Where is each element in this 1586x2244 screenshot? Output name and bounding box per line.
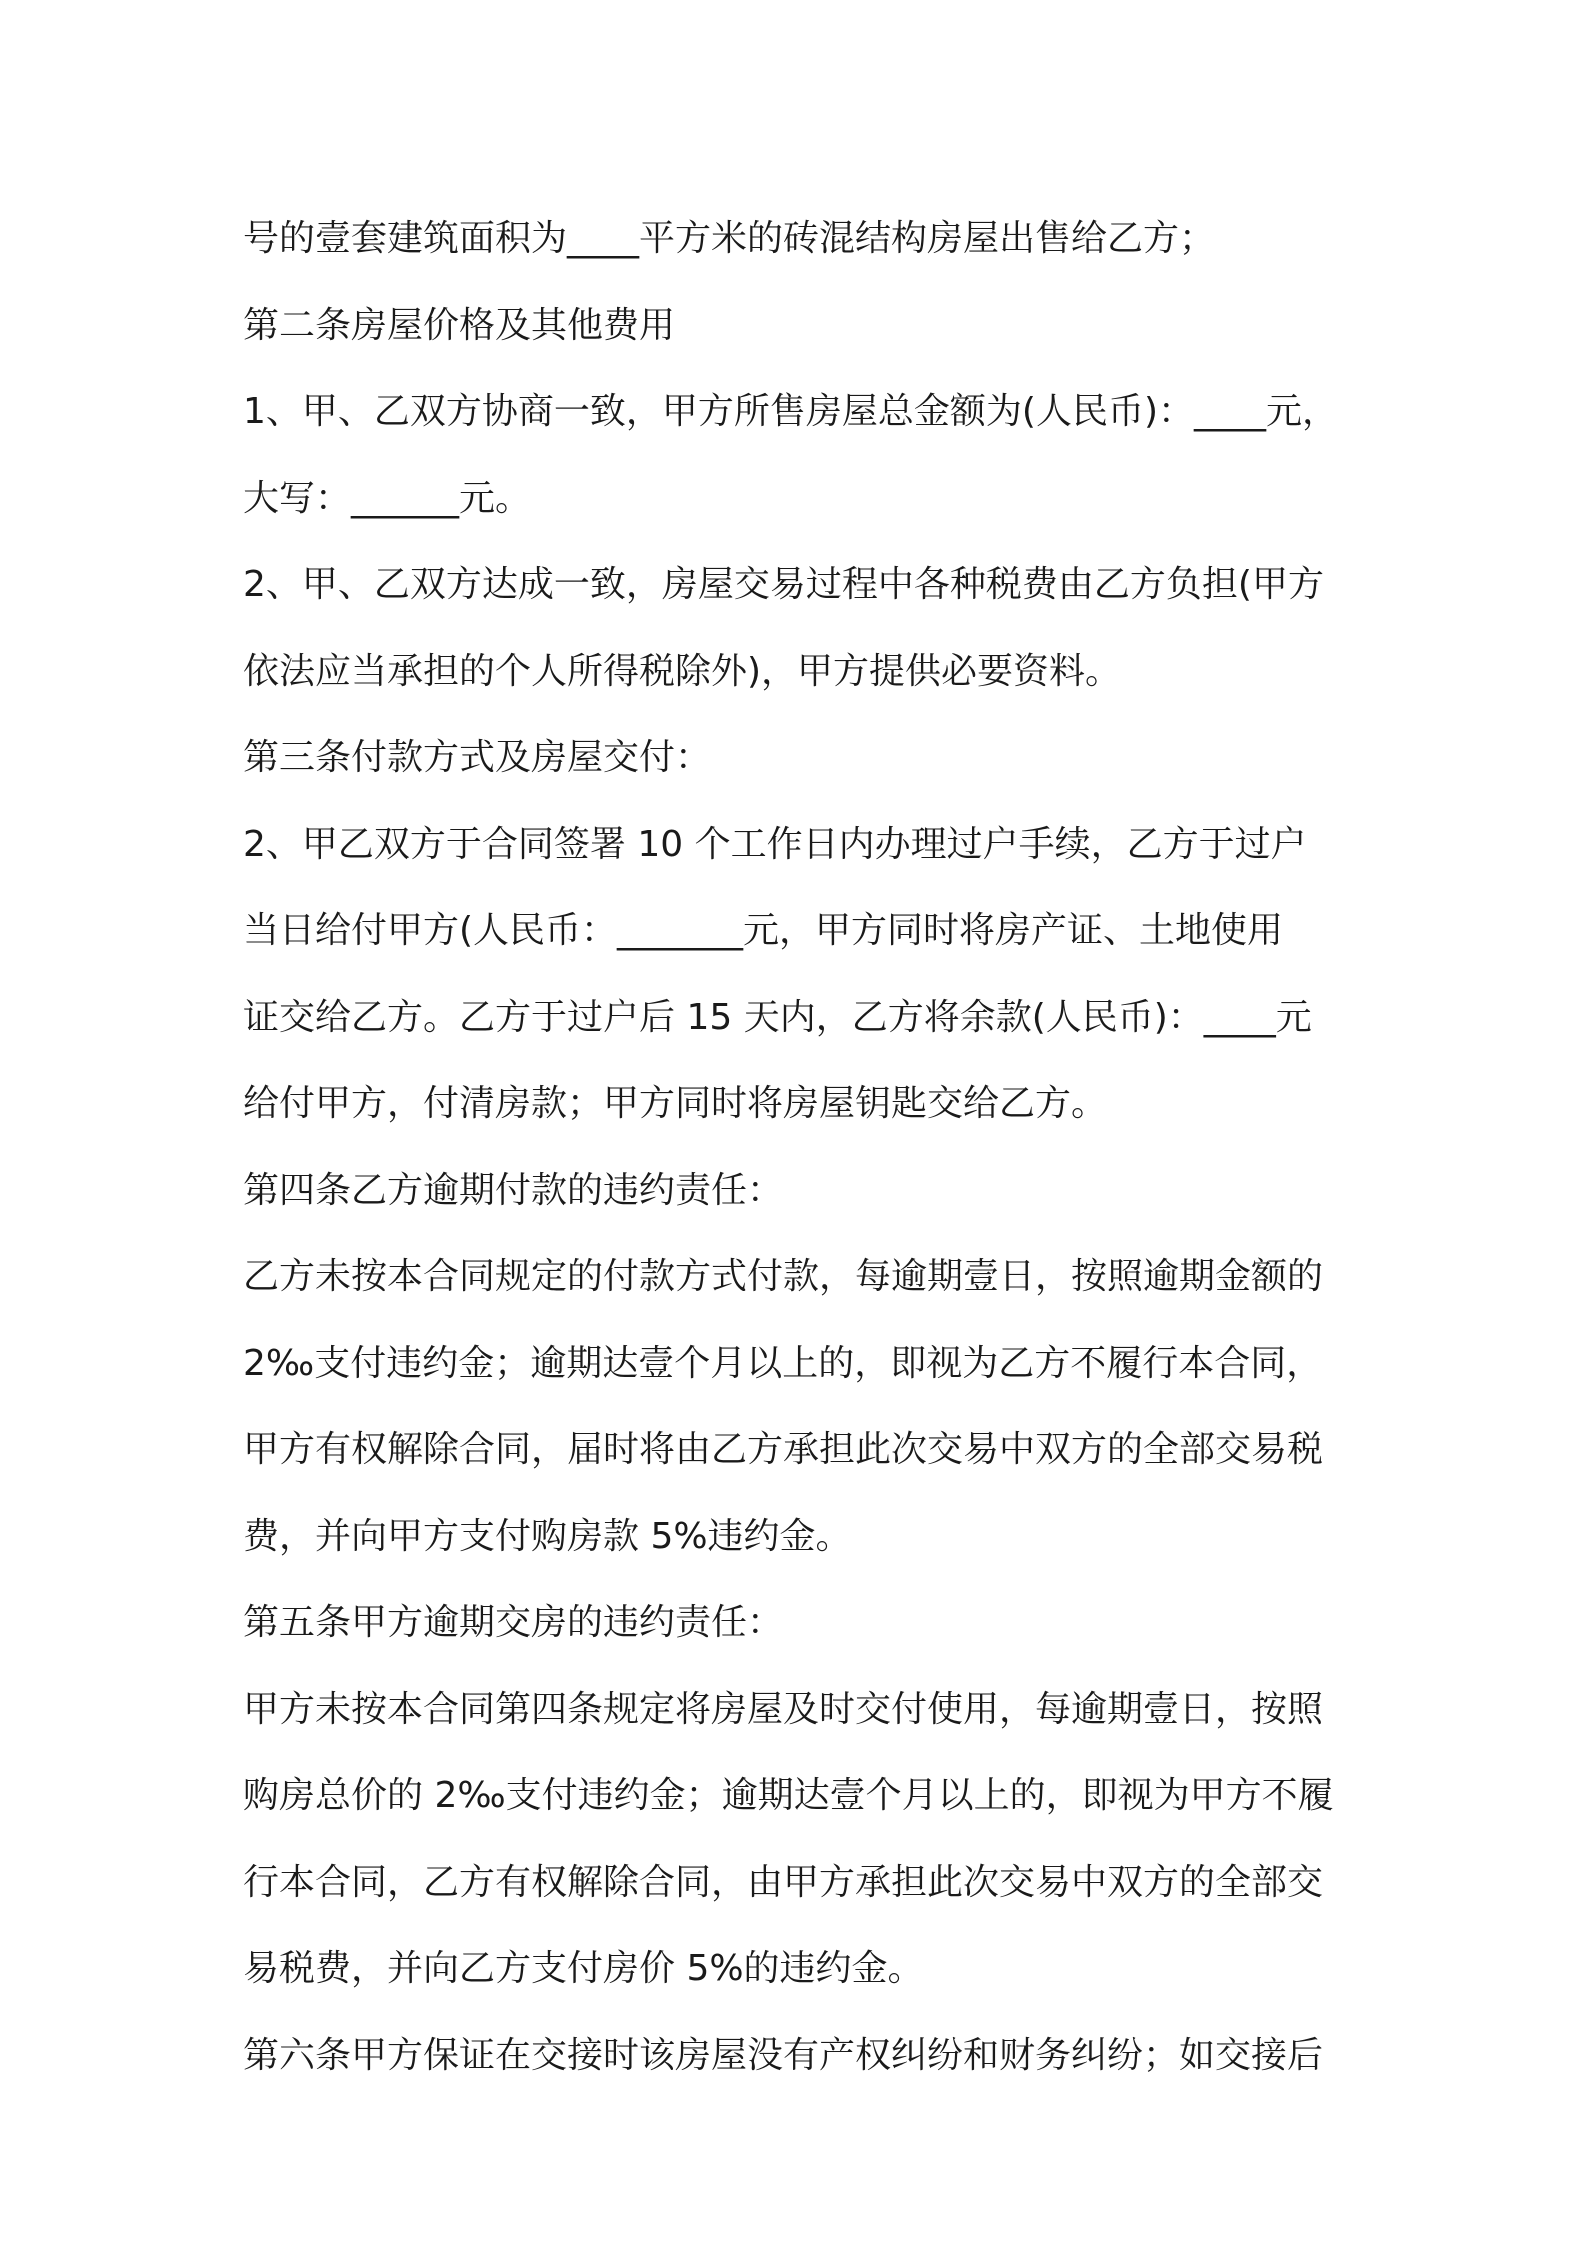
- text-line: 大写：______元。: [243, 477, 532, 519]
- text-line: 乙方未按本合同规定的付款方式付款，每逾期壹日，按照逾期金额的: [243, 1256, 1324, 1297]
- article-heading: 第四条乙方逾期付款的违约责任：: [243, 1169, 784, 1211]
- text-line: 给付甲方，付清房款；甲方同时将房屋钥匙交给乙方。: [243, 1083, 1108, 1124]
- contract-body: [243, 196, 1363, 2099]
- text-line: 行本合同，乙方有权解除合同，由甲方承担此次交易中双方的全部交: [243, 1861, 1324, 1903]
- text-line: 2、甲、乙双方达成一致，房屋交易过程中各种税费由乙方负担(甲方: [243, 564, 1324, 605]
- text-line: 依法应当承担的个人所得税除外)，甲方提供必要资料。: [243, 650, 1122, 692]
- text-line: 购房总价的 2‰支付违约金；逾期达壹个月以上的，即视为甲方不履: [243, 1775, 1334, 1816]
- text-line: 甲方有权解除合同，届时将由乙方承担此次交易中双方的全部交易税: [243, 1429, 1324, 1470]
- text-line: 2、甲乙双方于合同签署 10 个工作日内办理过户手续，乙方于过户: [243, 823, 1307, 865]
- article-heading: 第六条甲方保证在交接时该房屋没有产权纠纷和财务纠纷；如交接后: [243, 2034, 1324, 2076]
- article-heading: 第二条房屋价格及其他费用: [243, 304, 676, 346]
- text-line: 易税费，并向乙方支付房价 5%的违约金。: [243, 1948, 924, 1989]
- text-line: 2‰支付违约金；逾期达壹个月以上的，即视为乙方不履行本合同，: [243, 1342, 1323, 1384]
- text-line: 号的壹套建筑面积为____平方米的砖混结构房屋出售给乙方；: [243, 218, 1216, 259]
- article-heading: 第五条甲方逾期交房的违约责任：: [243, 1602, 784, 1643]
- text-line: 当日给付甲方(人民币：_______元，甲方同时将房产证、土地使用: [243, 910, 1284, 951]
- text-line: 甲方未按本合同第四条规定将房屋及时交付使用，每逾期壹日，按照: [243, 1688, 1324, 1730]
- text-line: 1、甲、乙双方协商一致，甲方所售房屋总金额为(人民币)：____元，: [243, 391, 1338, 432]
- text-line: 证交给乙方。乙方于过户后 15 天内，乙方将余款(人民币)：____元: [243, 996, 1312, 1038]
- text-line: 费，并向甲方支付购房款 5%违约金。: [243, 1515, 852, 1557]
- article-heading: 第三条付款方式及房屋交付：: [243, 737, 712, 778]
